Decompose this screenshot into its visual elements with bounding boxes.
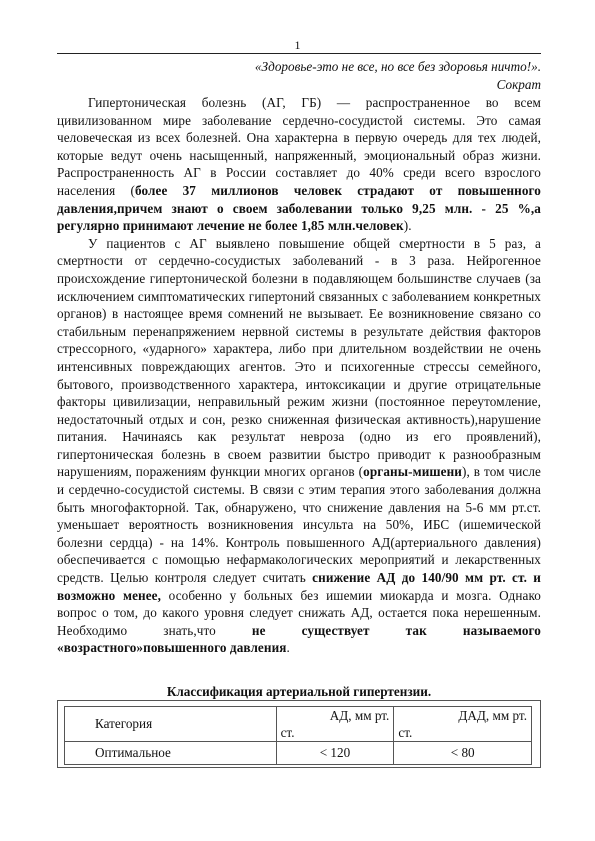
paragraph-2-text-d: . xyxy=(286,640,290,656)
epigraph-author: Сократ xyxy=(496,76,541,92)
paragraph-2-text-b: ), в том числе и сердечно-сосудистой системы. В связи с этим терапия этого заболевания должна быть многофакторной. Так, обнаружено, что снижение давления на 5-6 мм рт.ст. уменьшает вероятность возникновения инсульта на 50%, ИБС (ишемической болезни сердца) - на 14%. Контроль повышенного АД(артериального давления) обеспечивается с помощью нефармакологических мероприятий и лекарственных средств. Целью контроля следует считать xyxy=(57,464,541,586)
header-rule xyxy=(57,53,541,54)
header-category: Категория xyxy=(65,707,277,742)
paragraph-1-bold-a: более 37 миллионов человек страдают от повышенного давления,причем знают о своем заболевании только 9,25 млн. - 25 %,а регулярно принимают лечение не более 1,85 млн.человек xyxy=(57,182,541,234)
header-dad-main: ДАД, мм рт. xyxy=(458,708,527,723)
cell-dad: < 80 xyxy=(394,742,532,765)
header-dad xyxy=(394,707,532,742)
paragraph-1-text-b: ). xyxy=(403,218,412,234)
header-ad-main: АД, мм рт. xyxy=(329,708,390,723)
paragraph-2-text-a: У пациентов с АГ выявлено повышение общей смертности в 5 раз, а смертности от сердечно-сосудистых заболеваний - в 3 раза. Нейрогенное происхождение гипертонической болезни в подавляющем большинстве случаев (за исключением симптоматических гипертоний связанных с заболеванием конкретных органов) в настоящее время сомнений не вызывает. Ее возникновение связано со стабильным перенапряжением нервной системы в результате действия факторов стрессорного, «ударного» характера, либо при длительном воздействии не очень интенсивных повреждающих агентов. Это и психогенные стрессы семейного, бытового, производственного характера, интоксикации и другие отрицательные факторы цивилизации, неправильный режим жизни (постоянное переутомление, недостаточный отдых и сон, резко сниженная физическая активность),нарушение питания. Начинаясь как результат невроза (одно из его проявлений), гипертоническая болезнь в своем развитии быстро приводит к разнообразным нарушениям, поражениям функции многих органов ( xyxy=(57,235,541,480)
epigraph-quote: «Здоровье-это не все, но все без здоровья ничто!». xyxy=(254,59,541,74)
paragraph-1 xyxy=(57,94,541,235)
header-ad-tail: ст. xyxy=(280,725,295,740)
paragraph-2-bold-c: не существует так называемого «возрастного»повышенного давления xyxy=(57,622,541,656)
paragraph-2-bold-b: снижение АД до 140/90 мм рт. ст. и возможно менее, xyxy=(57,570,541,603)
paragraph-2-text-c: особенно у больных без ишемии миокарда и мозга. Однако вопрос о том, до какого уровня следует снижать АД, остается пока нерешенным. Необходимо знать,что xyxy=(57,587,541,638)
classification-table xyxy=(64,706,532,765)
cell-category: Оптимальное xyxy=(65,742,277,765)
page-number: 1 xyxy=(294,38,301,52)
table-header-row xyxy=(65,707,532,742)
paragraph-1-text-a: Гипертоническая болезнь (АГ, ГБ) — распространенное во всем цивилизованном мире заболевание сердечно-сосудистой системы. Это самая человеческая из всех болезней. Она характерна в первую очередь для тех людей, которые ведут очень насыщенный, напряженный, эмоциональный образ жизни. Распространенность АГ в России составляет до 40% среди всего взрослого населения ( xyxy=(57,95,541,198)
article-body xyxy=(57,94,541,657)
cell-ad: < 120 xyxy=(276,742,394,765)
paragraph-2 xyxy=(57,235,541,657)
header-dad-tail: ст. xyxy=(398,725,413,740)
table-row xyxy=(65,742,532,765)
paragraph-2-bold-a: органы-мишени xyxy=(363,464,462,480)
header-ad xyxy=(276,707,394,742)
epigraph xyxy=(57,58,541,93)
table-title: Классификация артериальной гипертензии. xyxy=(166,684,432,699)
